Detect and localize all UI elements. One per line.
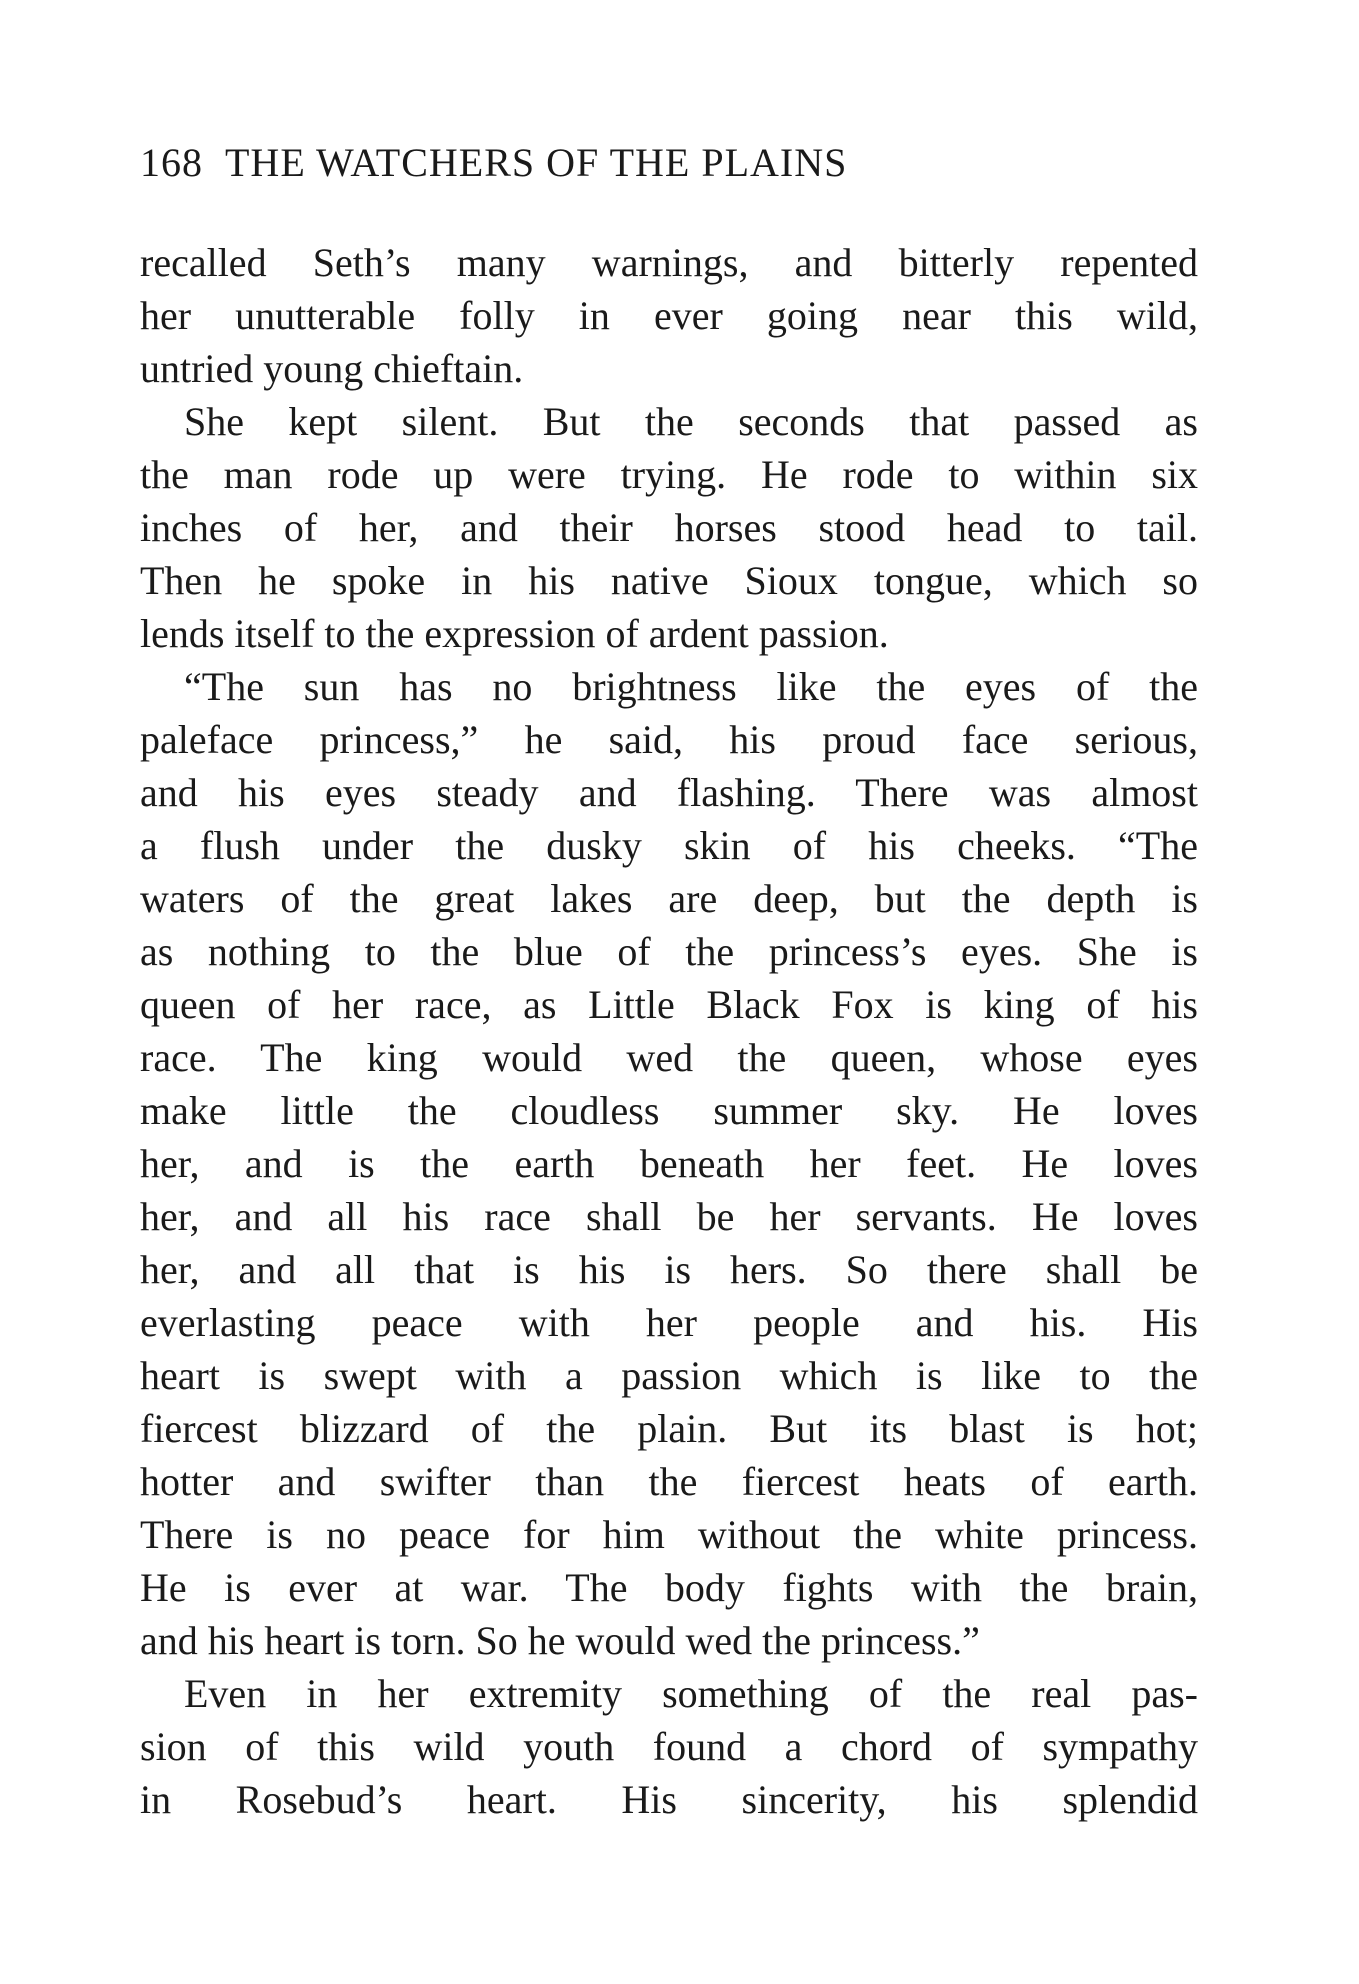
text-line: lends itself to the expression of ardent passion. (140, 611, 889, 656)
running-head (140, 140, 1200, 185)
text-line: heart is swept with a passion which is like to the (140, 1353, 1198, 1398)
text-line: untried young chieftain. (140, 346, 524, 391)
text-line: sion of this wild youth found a chord of sympathy (140, 1724, 1198, 1769)
text-line: fiercest blizzard of the plain. But its blast is hot; (140, 1406, 1198, 1451)
body-text (140, 236, 1198, 1826)
text-line: Then he spoke in his native Sioux tongue, which so (140, 558, 1198, 603)
text-line: She kept silent. But the seconds that passed as (184, 399, 1198, 444)
text-line: make little the cloudless summer sky. He loves (140, 1088, 1198, 1133)
text-line: hotter and swifter than the fiercest heats of earth. (140, 1459, 1198, 1504)
paragraph (140, 660, 1198, 1667)
text-line: as nothing to the blue of the princess’s eyes. She is (140, 929, 1198, 974)
paragraph (140, 1667, 1198, 1826)
text-line: her, and all that is his is hers. So there shall be (140, 1247, 1198, 1292)
text-line: in Rosebud’s heart. His sincerity, his splendid (140, 1777, 1198, 1822)
running-title: THE WATCHERS OF THE PLAINS (225, 140, 848, 185)
paragraph (140, 236, 1198, 395)
text-line: her, and all his race shall be her servants. He loves (140, 1194, 1198, 1239)
text-line: queen of her race, as Little Black Fox is king of his (140, 982, 1198, 1027)
text-line: He is ever at war. The body fights with the brain, (140, 1565, 1198, 1610)
text-line: the man rode up were trying. He rode to within six (140, 452, 1198, 497)
paragraph (140, 395, 1198, 660)
text-line: recalled Seth’s many warnings, and bitterly repented (140, 240, 1198, 285)
text-line: paleface princess,” he said, his proud face serious, (140, 717, 1198, 762)
text-line: inches of her, and their horses stood head to tail. (140, 505, 1198, 550)
text-line: and his heart is torn. So he would wed the princess.” (140, 1618, 980, 1663)
text-line: “The sun has no brightness like the eyes of the (184, 664, 1198, 709)
text-line: everlasting peace with her people and his. His (140, 1300, 1198, 1345)
text-line: her, and is the earth beneath her feet. He loves (140, 1141, 1198, 1186)
text-line: Even in her extremity something of the real pas- (184, 1671, 1198, 1716)
text-line: There is no peace for him without the white princess. (140, 1512, 1198, 1557)
text-line: waters of the great lakes are deep, but the depth is (140, 876, 1198, 921)
page-number: 168 (140, 140, 203, 185)
text-line: a flush under the dusky skin of his cheeks. “The (140, 823, 1198, 868)
text-line: her unutterable folly in ever going near this wild, (140, 293, 1198, 338)
text-line: race. The king would wed the queen, whose eyes (140, 1035, 1198, 1080)
text-line: and his eyes steady and flashing. There was almost (140, 770, 1198, 815)
